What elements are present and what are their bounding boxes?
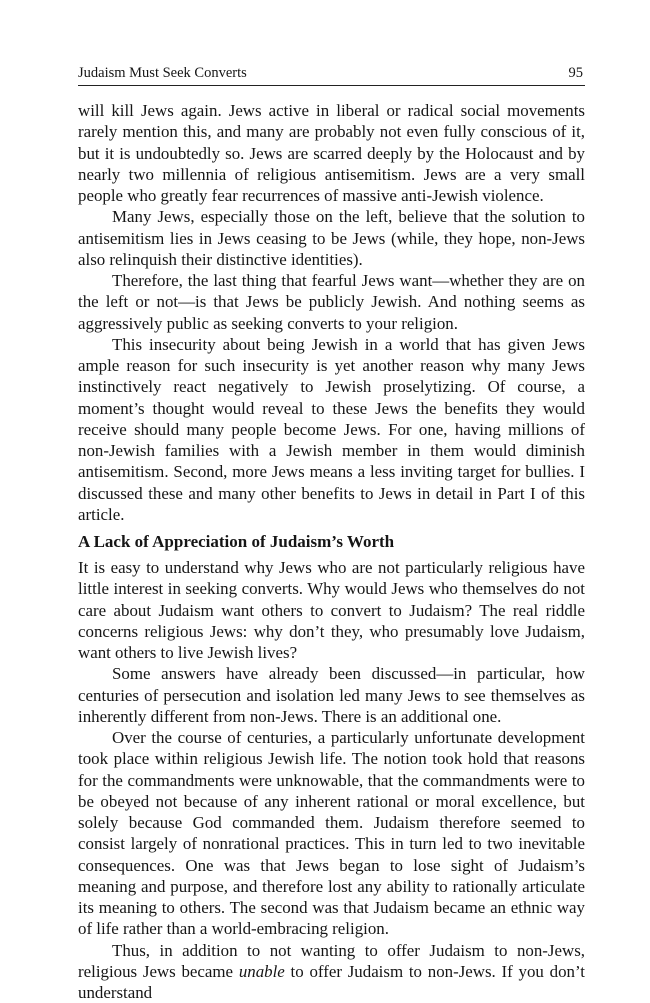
paragraph-section-start: It is easy to understand why Jews who are not particularly religious have little interest in seeking converts. Why would Jews who themselves do not care about Judaism want others to convert to Judaism? The real riddle concerns religious Jews: why don’t they, who presumably love Judaism, want others to live Jewish lives?: [78, 557, 585, 663]
paragraph: Some answers have already been discussed—in particular, how centuries of persecution and isolation led many Jews to see themselves as inherently different from non-Jews. There is an additional one.: [78, 663, 585, 727]
running-head-title: Judaism Must Seek Converts: [78, 64, 247, 82]
page-number: 95: [569, 64, 586, 82]
section-heading: A Lack of Appreciation of Judaism’s Worth: [78, 531, 585, 553]
emphasis-unable: unable: [239, 962, 285, 981]
body-text: [78, 100, 585, 1003]
paragraph-continued: will kill Jews again. Jews active in liberal or radical social movements rarely mention this, and many are probably not even fully conscious of it, but it is undoubtedly so. Jews are scarred deeply by the Holocaust and by nearly two millennia of religious antisemitism. Jews are a very small people who greatly fear recurrences of massive anti-Jewish violence.: [78, 100, 585, 206]
paragraph-final: [78, 940, 585, 1003]
book-page: [78, 64, 585, 1003]
running-head: [78, 64, 585, 86]
final-text-before: Thus, in addition to not wanting to offer Judaism to non-Jews, religious Jews became: [78, 941, 585, 981]
paragraph: Therefore, the last thing that fearful Jews want—whether they are on the left or not—is that Jews be publicly Jewish. And nothing seems as aggressively public as seeking converts to your religion.: [78, 270, 585, 334]
paragraph: Many Jews, especially those on the left, believe that the solution to antisemitism lies in Jews ceasing to be Jews (while, they hope, non-Jews also relinquish their distinctive identities).: [78, 206, 585, 270]
final-text-after: to offer Judaism to non-Jews. If you don’t understand: [78, 962, 585, 1002]
paragraph: Over the course of centuries, a particularly unfortunate development took place within religious Jewish life. The notion took hold that reasons for the commandments were unknowable, that the commandments were to be obeyed not because of any inherent rational or moral excellence, but solely because God commanded them. Judaism therefore seemed to consist largely of nonrational practices. This in turn led to two inevitable consequences. One was that Jews began to lose sight of Judaism’s meaning and purpose, and therefore lost any ability to rationally articulate its meaning to others. The second was that Judaism became an ethnic way of life rather than a world-embracing religion.: [78, 727, 585, 940]
paragraph: This insecurity about being Jewish in a world that has given Jews ample reason for such insecurity is yet another reason why many Jews instinctively react negatively to Jewish proselytizing. Of course, a moment’s thought would reveal to these Jews the benefits they would receive should many people become Jews. For one, having millions of non-Jewish families with a Jewish member in them would diminish antisemitism. Second, more Jews means a less inviting target for bullies. I discussed these and many other benefits to Jews in detail in Part I of this article.: [78, 334, 585, 525]
